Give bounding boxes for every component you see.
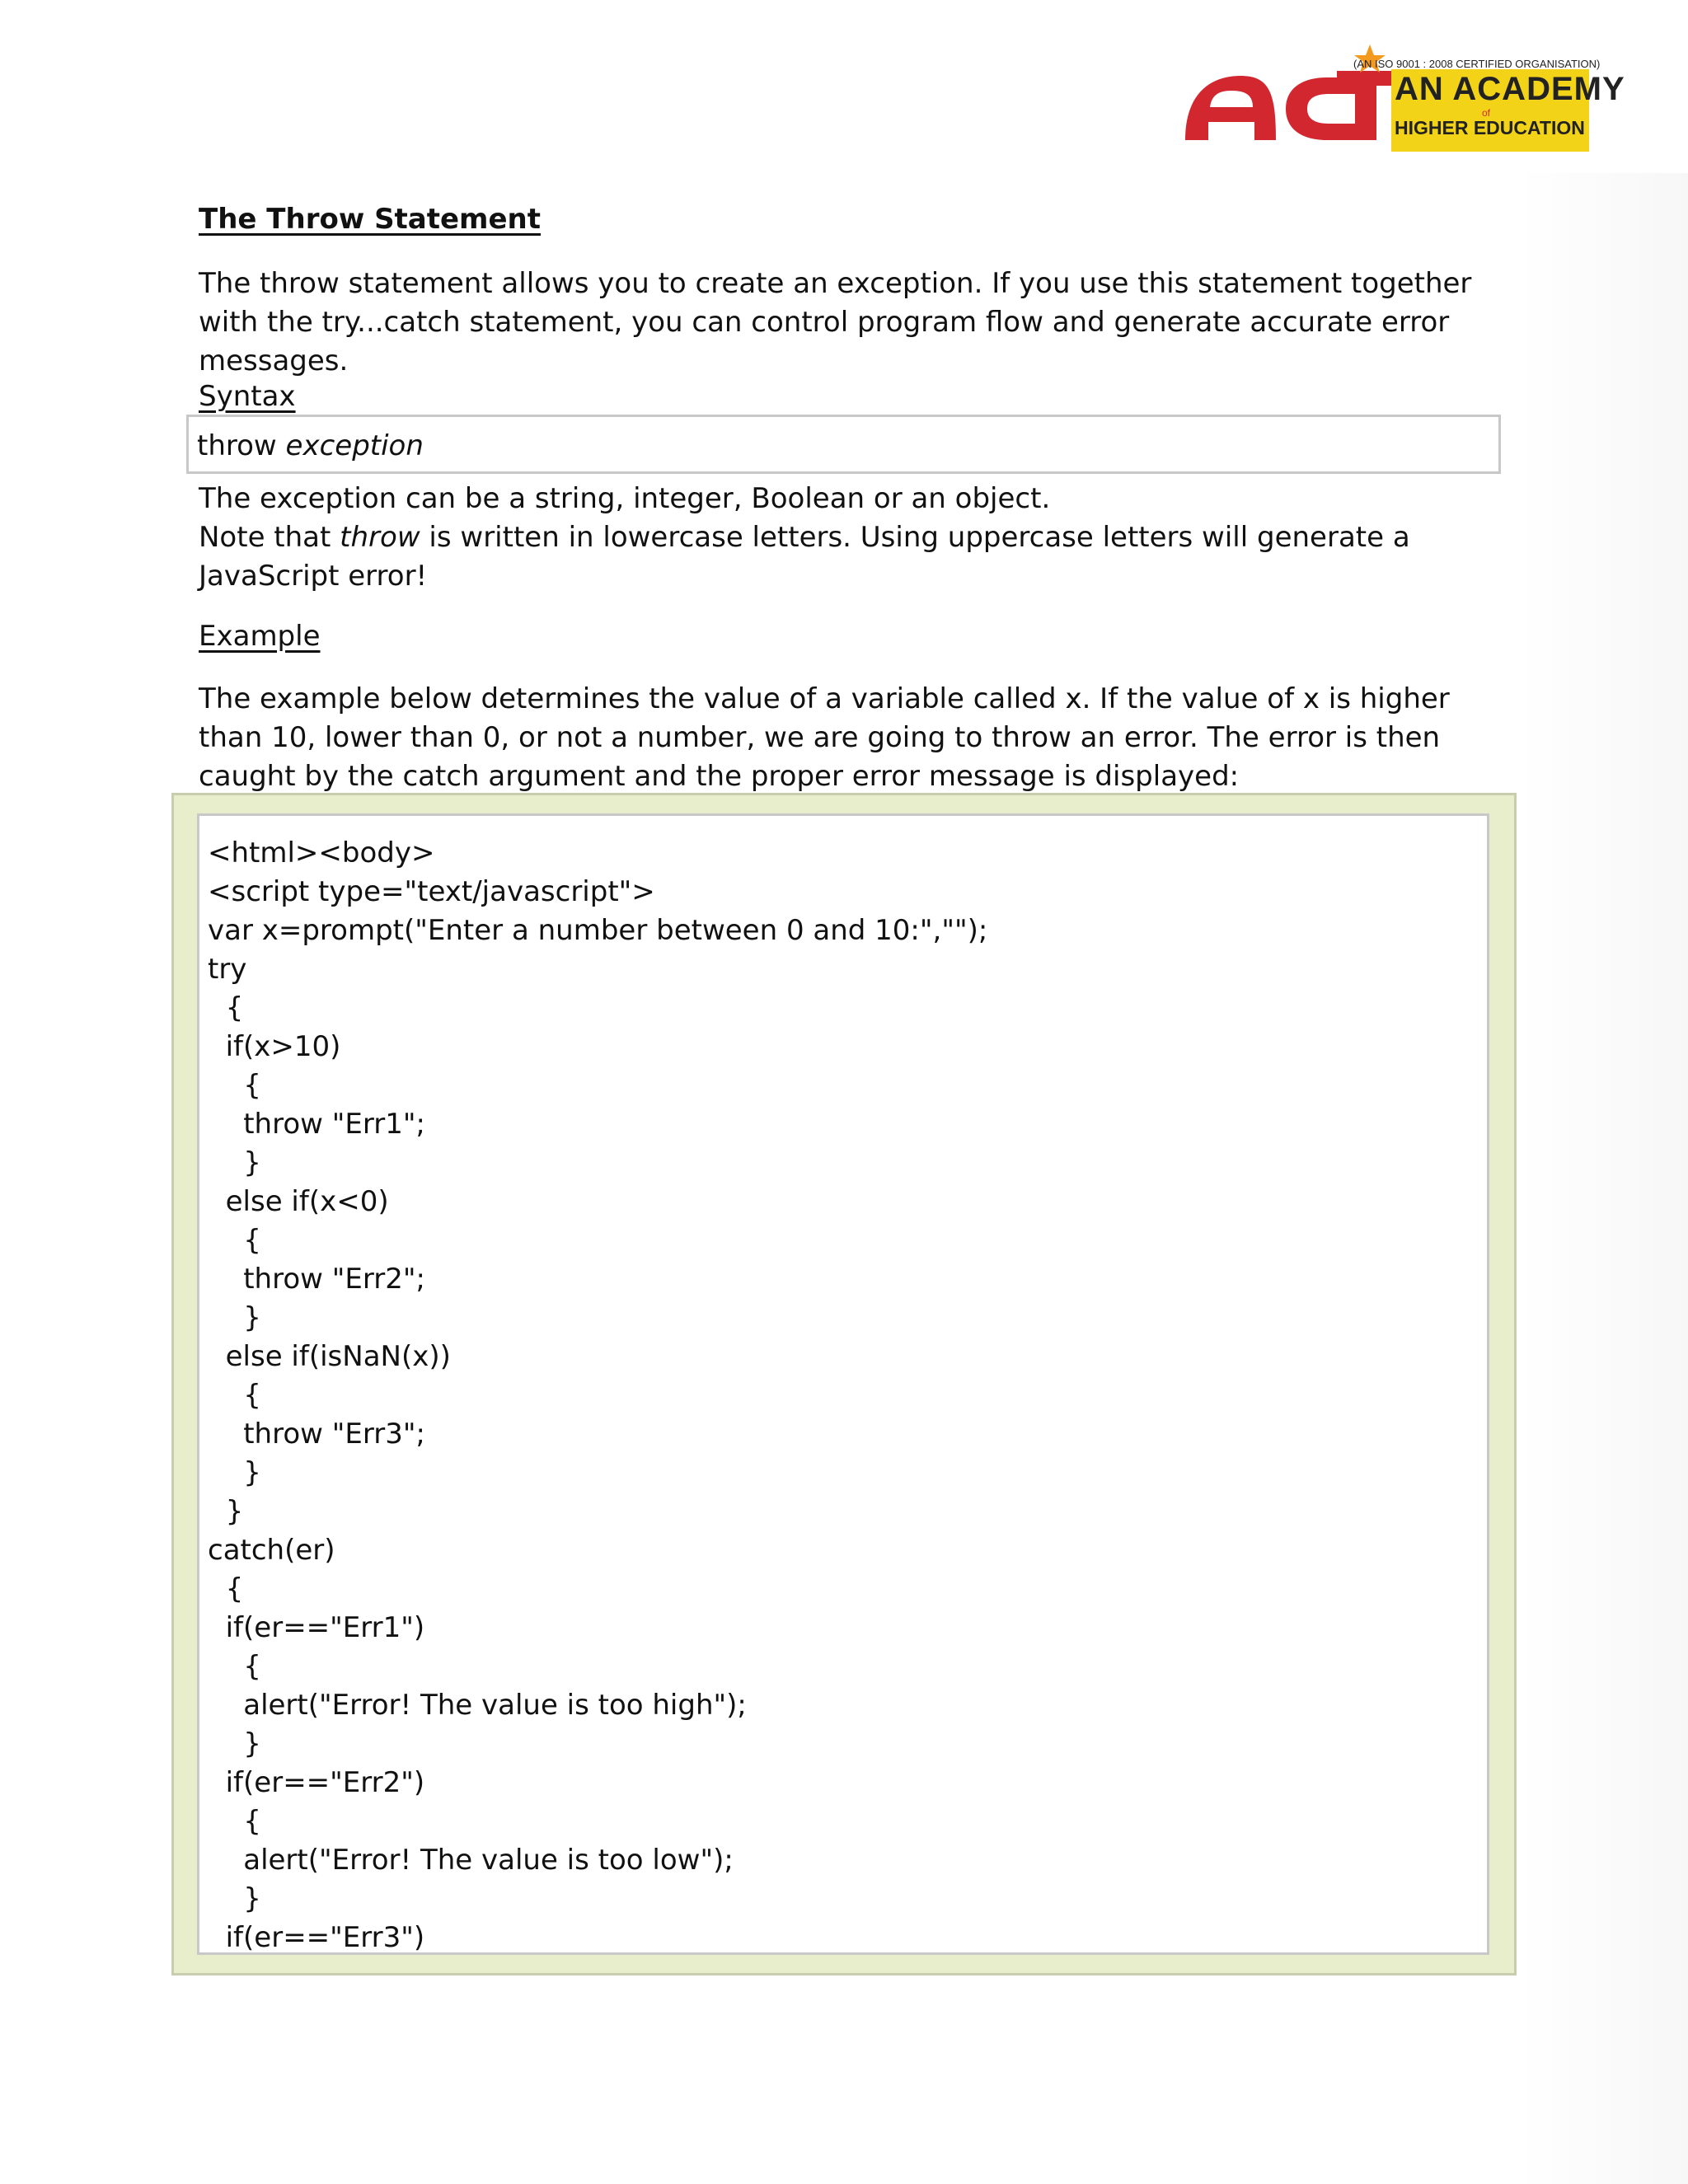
syntax-box	[186, 415, 1501, 474]
syntax-argument: exception	[285, 429, 424, 462]
logo-academy-text: AN ACADEMY	[1395, 71, 1625, 107]
syntax-label: Syntax	[199, 380, 296, 413]
act-logo	[1179, 43, 1625, 150]
example-label: Example	[199, 620, 321, 653]
intro-paragraph: The throw statement allows you to create an exception. If you use this statement together with the try...catch statement, you can control program flow and generate accurate error messages.	[199, 267, 1472, 377]
code-example-box	[197, 813, 1489, 1955]
page-edge-shade	[1518, 173, 1688, 2184]
exception-description	[199, 480, 1517, 596]
note-keyword: throw	[340, 521, 420, 554]
syntax-keyword: throw	[197, 429, 277, 462]
page-title: The Throw Statement	[199, 203, 542, 236]
logo-of-text: of	[1482, 107, 1491, 119]
logo-higher-education-text: HIGHER EDUCATION	[1395, 117, 1585, 138]
example-description: The example below determines the value of a variable called x. If the value of x is higher than 10, lower than 0, or not a number, we are going to throw an error. The error is then caught by the catch argument and the proper error message is displayed:	[199, 682, 1450, 793]
syntax-text	[197, 429, 424, 462]
lowercase-note	[199, 518, 1517, 596]
logo-iso-text: (AN ISO 9001 : 2008 CERTIFIED ORGANISATION)	[1353, 58, 1601, 70]
code-listing: <html><body> <script type="text/javascript"> var x=prompt("Enter a number between 0 and 10:",""); try { if(x>10) { throw "Err1"; } else if(x<0) { throw "Err2"; } else if(isNaN(x)) { throw "Err3"; } } catch(er) { if(er=="Err1") { alert("Error! The value is too high"); } if(er=="Err2") { alert("Error! The value is too low"); } if(er=="Err3")	[208, 837, 988, 1954]
exception-types-line: The exception can be a string, integer, Boolean or an object.	[199, 482, 1051, 515]
note-suffix: is written in lowercase letters. Using uppercase letters will generate a JavaScript error!	[199, 521, 1410, 593]
note-prefix: Note that	[199, 521, 340, 554]
code-example-frame	[171, 793, 1517, 1975]
